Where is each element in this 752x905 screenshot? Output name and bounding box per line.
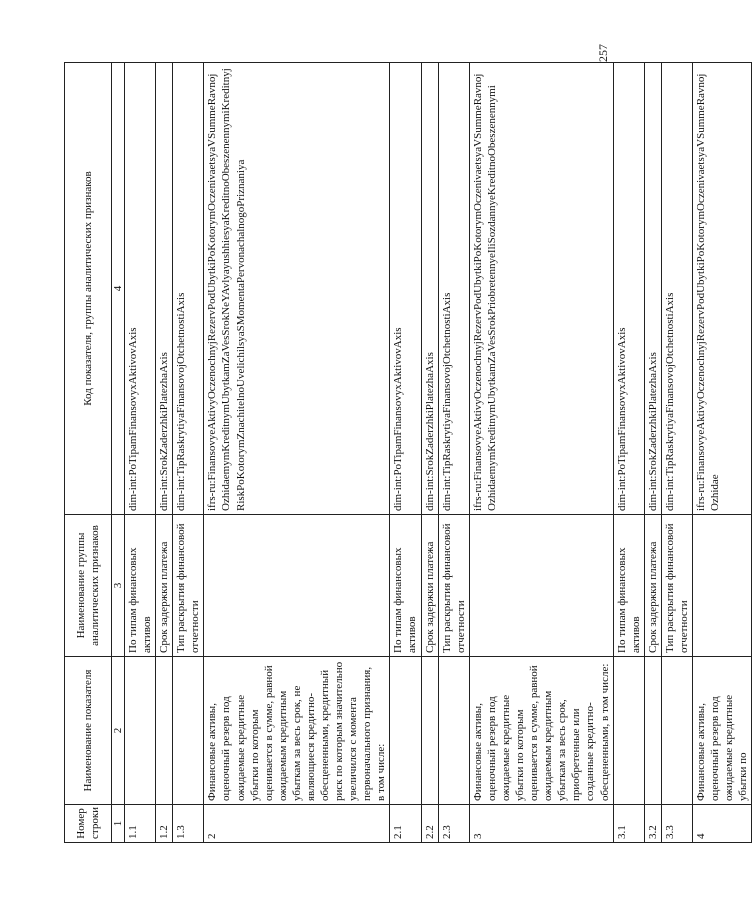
- table-body: [125, 63, 752, 843]
- indicator-name: [173, 657, 204, 805]
- indicator-name: [438, 657, 469, 805]
- indicator-code: dim-int:TipRaskrytiyaFinansovojOtchetnostiAxis: [661, 63, 692, 515]
- indicator-name: [125, 657, 156, 805]
- table-row: [125, 63, 156, 843]
- indicator-name: [156, 657, 173, 805]
- indicator-code: dim-int:SrokZaderzhkiPlatezhaAxis: [156, 63, 173, 515]
- column-number: 4: [112, 63, 125, 515]
- row-number: 2.2: [421, 805, 438, 843]
- header-code: Код показателя, группы аналитических признаков: [65, 63, 112, 515]
- group-name: Тип раскрытия финансовой отчетности: [438, 515, 469, 657]
- table-row: [613, 63, 644, 843]
- row-number: 1.1: [125, 805, 156, 843]
- table-row: [173, 63, 204, 843]
- table-row: [661, 63, 692, 843]
- header-row: [65, 63, 112, 843]
- group-name: Тип раскрытия финансовой отчетности: [173, 515, 204, 657]
- group-name: По типам финансовых активов: [390, 515, 421, 657]
- indicator-code: ifrs-ru:FinansovyeAktivyOczenochnyjRezervPodUbytkiPoKotorymOczenivaetsyaVSummeRavnojOzhidae: [692, 63, 751, 515]
- group-name: Тип раскрытия финансовой отчетности: [661, 515, 692, 657]
- indicator-code: ifrs-ru:FinansovyeAktivyOczenochnyjRezervPodUbytkiPoKotorymOczenivaetsyaVSummeRavnojOzhidaemymKreditnymUbytkamZaVesSrokPriobretennyeIliSozdannyeKreditnoObeszenennymi: [469, 63, 613, 515]
- indicator-code: dim-int:TipRaskrytiyaFinansovojOtchetnostiAxis: [173, 63, 204, 515]
- table-row: [692, 63, 751, 843]
- indicator-name: [644, 657, 661, 805]
- group-name: По типам финансовых активов: [613, 515, 644, 657]
- header-group-name: Наименование группы аналитических признаков: [65, 515, 112, 657]
- header-row-number: Номер строки: [65, 805, 112, 843]
- group-name: [692, 515, 751, 657]
- group-name: [204, 515, 390, 657]
- column-number: 2: [112, 657, 125, 805]
- table-row: [156, 63, 173, 843]
- table-row: [438, 63, 469, 843]
- indicator-name: [421, 657, 438, 805]
- header-indicator-name: Наименование показателя: [65, 657, 112, 805]
- row-number: 3.1: [613, 805, 644, 843]
- table-row: [469, 63, 613, 843]
- row-number: 1.3: [173, 805, 204, 843]
- group-name: Срок задержки платежа: [644, 515, 661, 657]
- indicator-code: dim-int:SrokZaderzhkiPlatezhaAxis: [421, 63, 438, 515]
- table-row: [644, 63, 661, 843]
- indicator-code: dim-int:PoTipamFinansovyxAktivovAxis: [613, 63, 644, 515]
- table-row: [390, 63, 421, 843]
- indicator-name: Финансовые активы, оценочный резерв под ожидаемые кредитные убытки по которым оценивается в сумме, равной ожидаемым кредитным убыткам за весь срок, приобретенные или созданные кредитно-обесцененными, в том числе:: [469, 657, 613, 805]
- page-number: 257: [596, 44, 610, 62]
- indicator-name: Финансовые активы, оценочный резерв под ожидаемые кредитные убытки по: [692, 657, 751, 805]
- indicator-code: dim-int:PoTipamFinansovyxAktivovAxis: [125, 63, 156, 515]
- column-number-row: [112, 63, 125, 843]
- indicator-code: dim-int:SrokZaderzhkiPlatezhaAxis: [644, 63, 661, 515]
- group-name: По типам финансовых активов: [125, 515, 156, 657]
- group-name: Срок задержки платежа: [156, 515, 173, 657]
- indicator-name: [390, 657, 421, 805]
- rotated-table-container: [64, 63, 750, 843]
- table-row: [421, 63, 438, 843]
- row-number: 3.2: [644, 805, 661, 843]
- indicator-name: Финансовые активы, оценочный резерв под ожидаемые кредитные убытки по которым оценивается в сумме, равной ожидаемым кредитным убыткам за весь срок, не являющиеся кредитно-обесцененными, кредитный риск по которым значительно увеличился с момента первоначального признания, в том числе:: [204, 657, 390, 805]
- row-number: 3.3: [661, 805, 692, 843]
- table-row: [204, 63, 390, 843]
- indicator-code: dim-int:PoTipamFinansovyxAktivovAxis: [390, 63, 421, 515]
- row-number: 4: [692, 805, 751, 843]
- indicator-table: [64, 62, 752, 843]
- indicator-name: [661, 657, 692, 805]
- indicator-code: ifrs-ru:FinansovyeAktivyOczenochnyjRezervPodUbytkiPoKotorymOczenivaetsyaVSummeRavnojOzhidaemymKreditnymUbytkamZaVesSrokNeYAvlyayushhiesyaKreditnoObeszenennymiKreditnyjRiskPoKotorymZnachitelnoUvelichilsyaSMomentaPervonachalnogoPriznaniya: [204, 63, 390, 515]
- column-number: 1: [112, 805, 125, 843]
- row-number: 1.2: [156, 805, 173, 843]
- row-number: 2.1: [390, 805, 421, 843]
- column-number: 3: [112, 515, 125, 657]
- group-name: Срок задержки платежа: [421, 515, 438, 657]
- row-number: 2: [204, 805, 390, 843]
- indicator-code: dim-int:TipRaskrytiyaFinansovojOtchetnostiAxis: [438, 63, 469, 515]
- row-number: 3: [469, 805, 613, 843]
- row-number: 2.3: [438, 805, 469, 843]
- indicator-name: [613, 657, 644, 805]
- group-name: [469, 515, 613, 657]
